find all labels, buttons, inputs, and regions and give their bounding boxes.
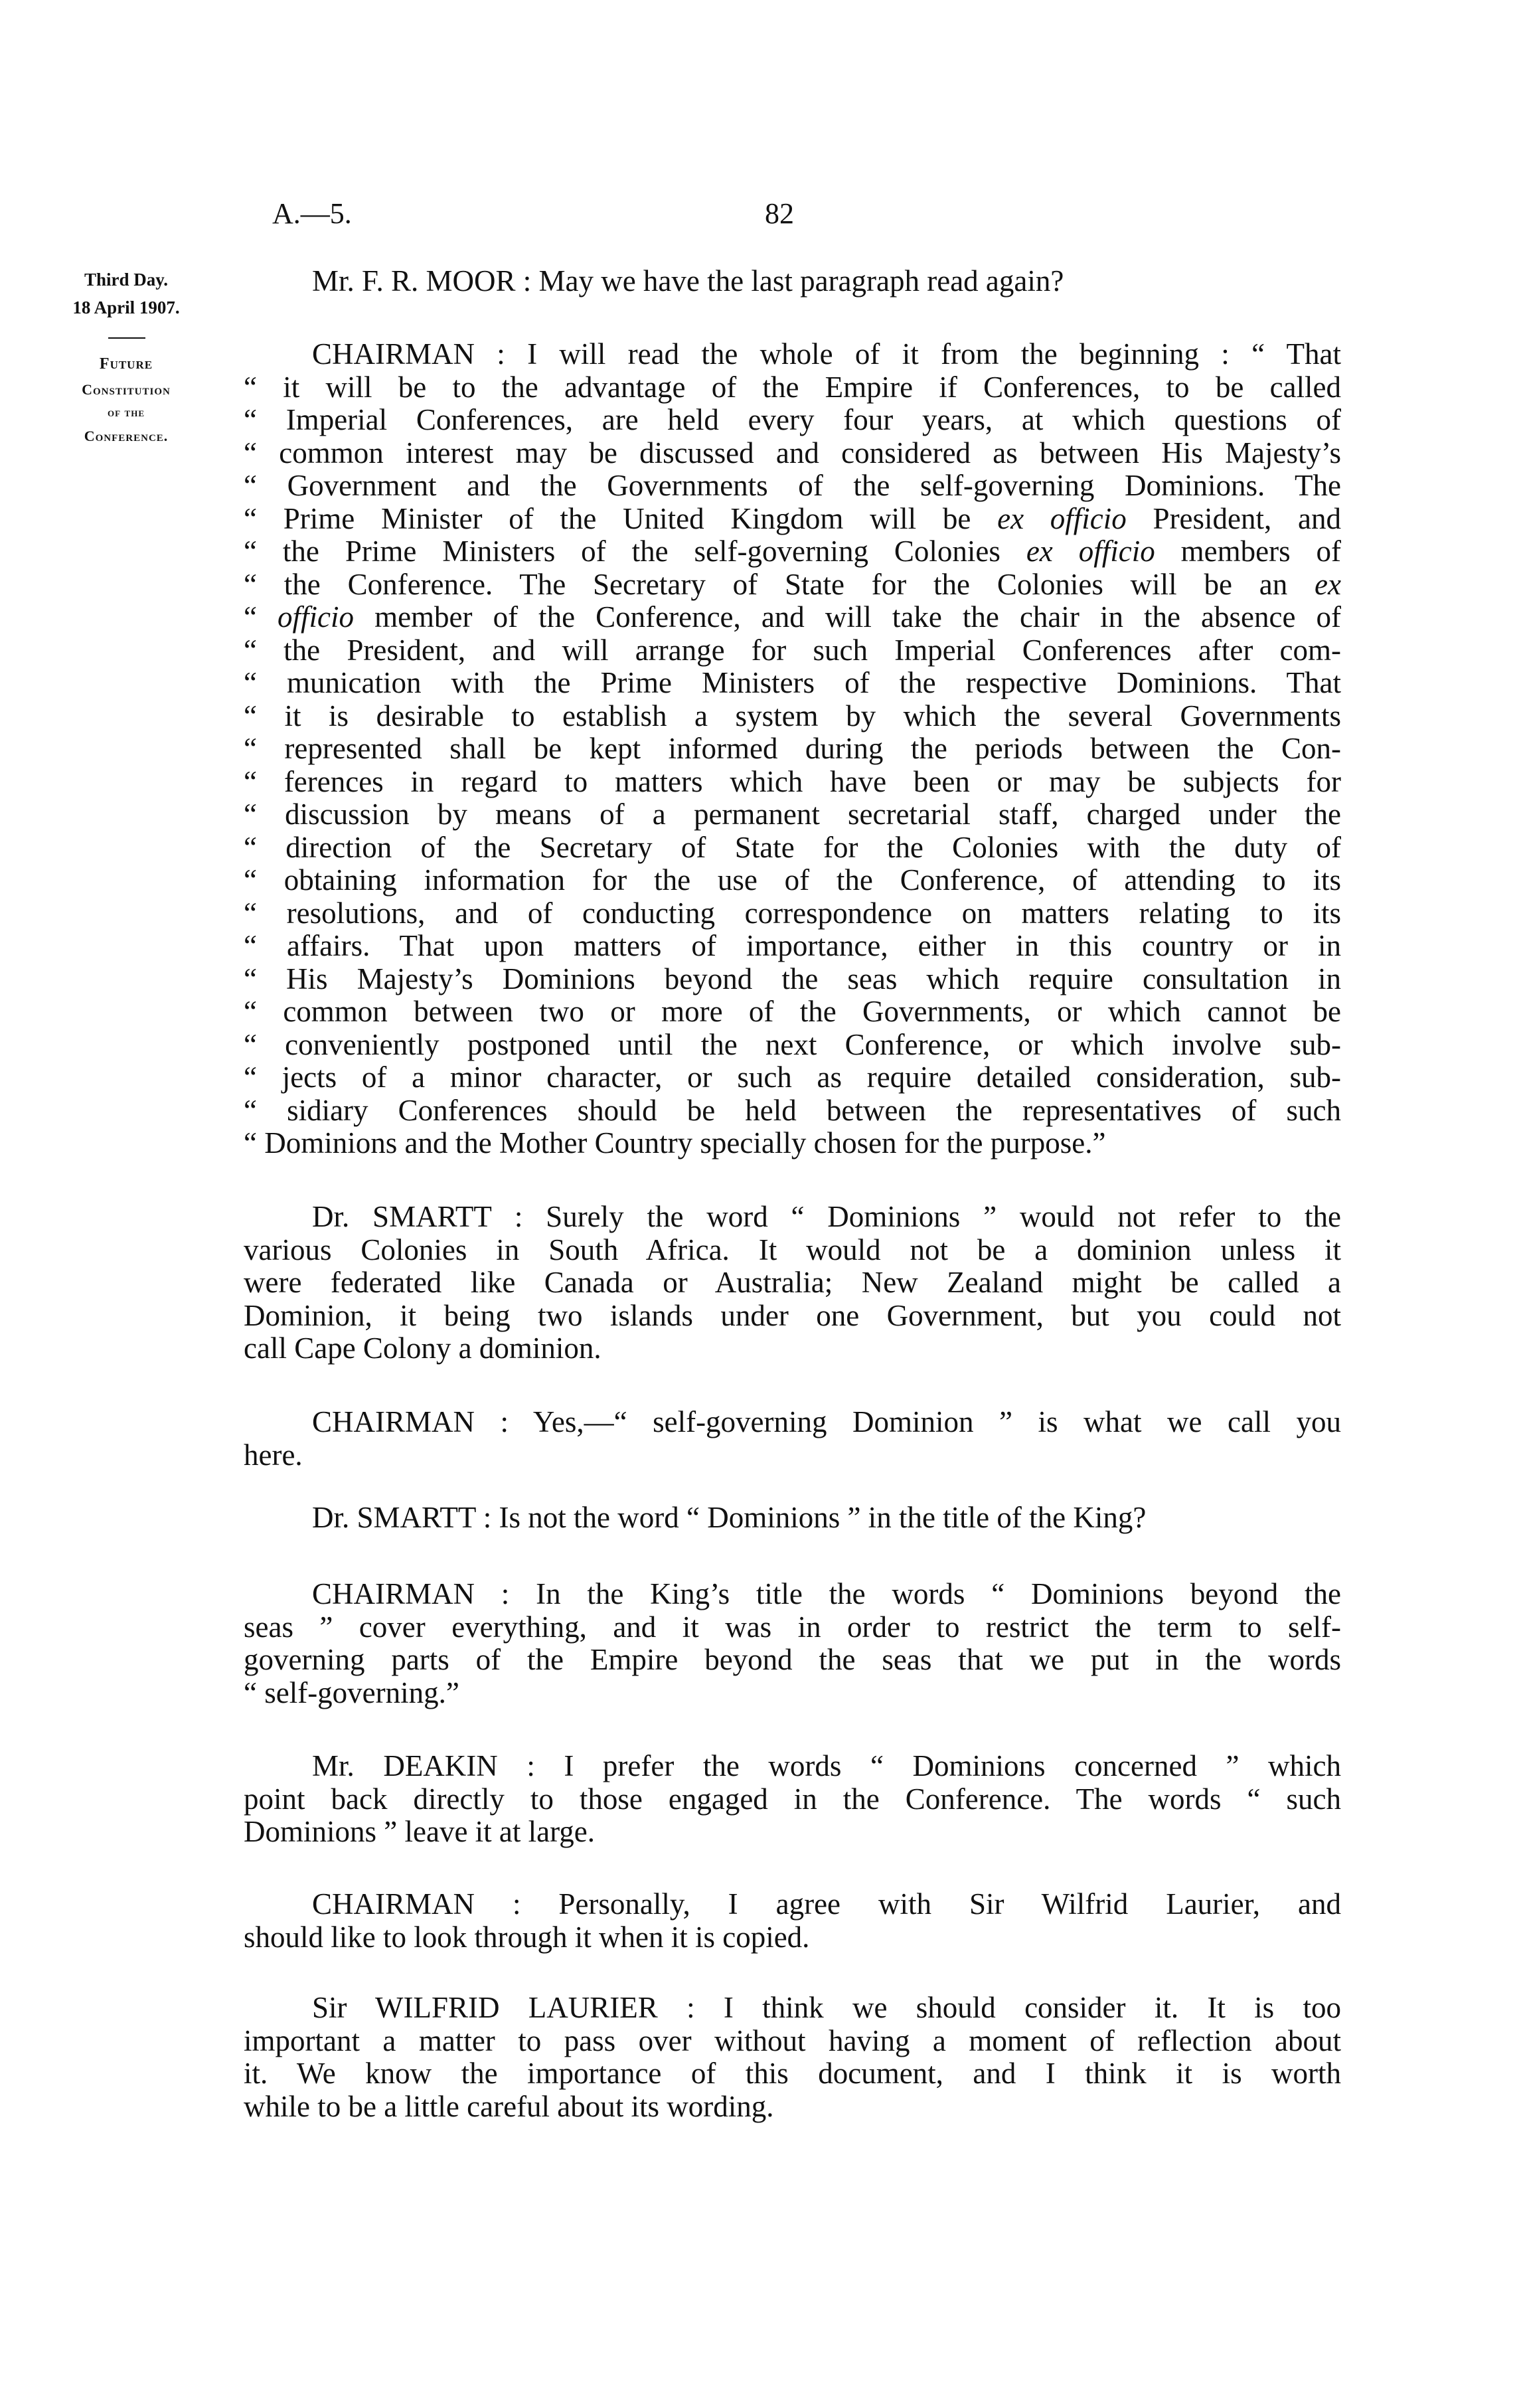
text-segment: point back directly to those engaged in the Conference. The words “ such: [244, 1782, 1341, 1816]
text-segment: Mr. F. R. MOOR : May we have the last paragraph read again?: [312, 264, 1064, 298]
text-segment: should like to look through it when it is copied.: [244, 1920, 810, 1954]
text-segment: “ direction of the Secretary of State for the Colonies with the duty of: [244, 830, 1341, 864]
text-segment: “ ferences in regard to matters which have been or may be subjects for: [244, 764, 1341, 798]
paragraph-moor-1: [244, 265, 1341, 298]
text-segment: were federated like Canada or Australia; New Zealand might be called a: [244, 1266, 1341, 1299]
text-line: [244, 1029, 1341, 1062]
text-line: [244, 535, 1341, 568]
text-line: [244, 1783, 1341, 1816]
text-line: [244, 371, 1341, 404]
text-segment: “ Government and the Governments of the self-governing Dominions. The: [244, 469, 1341, 502]
text-segment: “ it is desirable to establish a system by which the several Governments: [244, 699, 1341, 732]
text-segment: member of the Conference, and will take the chair in the absence of: [354, 600, 1341, 634]
margin-rule: [108, 337, 145, 339]
text-segment: members of: [1155, 535, 1342, 568]
text-segment: “ Dominions and the Mother Country specially chosen for the purpose.”: [244, 1126, 1106, 1160]
text-line: [244, 700, 1341, 733]
text-line: [244, 470, 1341, 503]
text-segment: CHAIRMAN : I will read the whole of it from the beginning : “ That: [312, 337, 1341, 371]
text-line: [244, 766, 1341, 799]
text-segment: “ His Majesty’s Dominions beyond the seas which require consultation in: [244, 962, 1341, 995]
text-segment: “: [244, 600, 278, 634]
text-line: [244, 1234, 1341, 1267]
text-segment: various Colonies in South Africa. It would not be a dominion unless it: [244, 1233, 1341, 1266]
text-line: [244, 503, 1341, 536]
margin-topic-line: Constitution: [82, 381, 171, 398]
text-segment: governing parts of the Empire beyond the seas that we put in the words: [244, 1643, 1341, 1676]
text-segment: it. We know the importance of this document, and I think it is worth: [244, 2057, 1341, 2090]
text-segment: Sir WILFRID LAURIER : I think we should consider it. It is too: [312, 1991, 1341, 2024]
text-segment: “ Imperial Conferences, are held every four years, at which questions of: [244, 403, 1341, 436]
text-segment: while to be a little careful about its wording.: [244, 2089, 774, 2123]
text-segment: Dominion, it being two islands under one Government, but you could not: [244, 1298, 1341, 1332]
text-line: [244, 897, 1341, 930]
text-line: [244, 1439, 1341, 1472]
text-line: [244, 2057, 1341, 2091]
text-segment: “ affairs. That upon matters of importance, either in this country or in: [244, 929, 1341, 962]
text-line: [244, 963, 1341, 996]
margin-topic-line: Future: [99, 355, 153, 373]
italic-text: officio: [278, 600, 355, 634]
text-line: [244, 1816, 1341, 1849]
text-segment: “ obtaining information for the use of the Conference, of attending to its: [244, 863, 1341, 897]
paragraph-smartt-2: [244, 1502, 1341, 1535]
text-segment: CHAIRMAN : In the King’s title the words “ Dominions beyond the: [312, 1577, 1341, 1610]
text-line: [244, 864, 1341, 897]
text-line: [244, 2025, 1341, 2058]
text-segment: “ jects of a minor character, or such as require detailed consideration, sub-: [244, 1061, 1341, 1094]
text-segment: CHAIRMAN : Yes,—“ self-governing Dominion ” is what we call you: [312, 1405, 1341, 1438]
text-segment: “ the Prime Ministers of the self-governing Colonies: [244, 535, 1026, 568]
text-segment: here.: [244, 1438, 303, 1472]
text-segment: “ it will be to the advantage of the Empire if Conferences, to be called: [244, 370, 1341, 404]
text-segment: “ common interest may be discussed and considered as between His Majesty’s: [244, 436, 1341, 470]
paragraph-smartt-1: [244, 1201, 1341, 1365]
text-line: [244, 1406, 1341, 1439]
text-segment: seas ” cover everything, and it was in order to restrict the term to self-: [244, 1610, 1341, 1644]
text-line: [244, 1094, 1341, 1128]
text-line: [244, 1677, 1341, 1710]
text-line: [244, 1266, 1341, 1300]
text-segment: CHAIRMAN : Personally, I agree with Sir Wilfrid Laurier, and: [312, 1887, 1341, 1921]
paragraph-chairman-3: [244, 1578, 1341, 1709]
text-line: [244, 404, 1341, 437]
text-line: [244, 1332, 1341, 1365]
paragraph-chairman-4: [244, 1888, 1341, 1954]
text-line: [244, 1578, 1341, 1611]
text-segment: “ the President, and will arrange for such Imperial Conferences after com-: [244, 633, 1341, 667]
text-segment: President, and: [1126, 501, 1341, 535]
text-line: [244, 1921, 1341, 1954]
text-line: [244, 1644, 1341, 1677]
paper-reference: A.—5.: [272, 197, 352, 230]
text-line: [244, 831, 1341, 865]
text-segment: call Cape Colony a dominion.: [244, 1332, 601, 1365]
text-line: [244, 995, 1341, 1029]
text-line: [244, 634, 1341, 667]
italic-text: ex: [1315, 567, 1341, 601]
margin-day: Third Day.: [84, 270, 169, 290]
text-line: [244, 1127, 1341, 1160]
text-segment: important a matter to pass over without having a moment of reflection about: [244, 2023, 1341, 2057]
text-line: [244, 265, 1341, 298]
text-line: [244, 798, 1341, 831]
text-segment: “ discussion by means of a permanent secretarial staff, charged under the: [244, 798, 1341, 831]
text-segment: “ common between two or more of the Governments, or which cannot be: [244, 995, 1341, 1028]
text-line: [244, 2091, 1341, 2124]
text-segment: Dr. SMARTT : Surely the word “ Dominions ” would not refer to the: [312, 1200, 1341, 1233]
text-line: [244, 1502, 1341, 1535]
italic-text: ex officio: [1026, 535, 1155, 568]
text-segment: “ conveniently postponed until the next Conference, or which involve sub-: [244, 1027, 1341, 1061]
text-segment: “ resolutions, and of conducting correspondence on matters relating to its: [244, 896, 1341, 930]
text-line: [244, 437, 1341, 470]
text-segment: “ munication with the Prime Ministers of the respective Dominions. That: [244, 666, 1341, 699]
text-line: [244, 568, 1341, 602]
text-line: [244, 1750, 1341, 1783]
margin-topic-line: of the: [107, 406, 145, 419]
italic-text: ex officio: [997, 501, 1127, 535]
text-segment: “ represented shall be kept informed during the periods between the Con-: [244, 732, 1341, 765]
text-line: [244, 338, 1341, 371]
text-line: [244, 667, 1341, 700]
text-line: [244, 1201, 1341, 1234]
text-segment: “ sidiary Conferences should be held between the representatives of such: [244, 1093, 1341, 1127]
text-line: [244, 930, 1341, 963]
page-number: 82: [765, 197, 794, 230]
text-line: [244, 601, 1341, 634]
text-segment: “ self-governing.”: [244, 1676, 459, 1709]
margin-date: 18 April 1907.: [72, 298, 180, 317]
text-line: [244, 1300, 1341, 1333]
text-segment: Dr. SMARTT : Is not the word “ Dominions ” in the title of the King?: [312, 1501, 1147, 1534]
text-line: [244, 732, 1341, 766]
paragraph-laurier-1: [244, 1992, 1341, 2123]
margin-topic-line: Conference.: [84, 428, 169, 444]
text-segment: “ the Conference. The Secretary of State for the Colonies will be an: [244, 567, 1315, 601]
text-line: [244, 1992, 1341, 2025]
text-line: [244, 1888, 1341, 1921]
text-segment: “ Prime Minister of the United Kingdom will be: [244, 501, 998, 535]
text-segment: Dominions ” leave it at large.: [244, 1815, 596, 1848]
paragraph-deakin-1: [244, 1750, 1341, 1849]
text-line: [244, 1061, 1341, 1094]
text-segment: Mr. DEAKIN : I prefer the words “ Dominions concerned ” which: [312, 1749, 1341, 1782]
paragraph-chairman-2: [244, 1406, 1341, 1472]
text-line: [244, 1611, 1341, 1644]
paragraph-chairman-1: [244, 338, 1341, 1160]
